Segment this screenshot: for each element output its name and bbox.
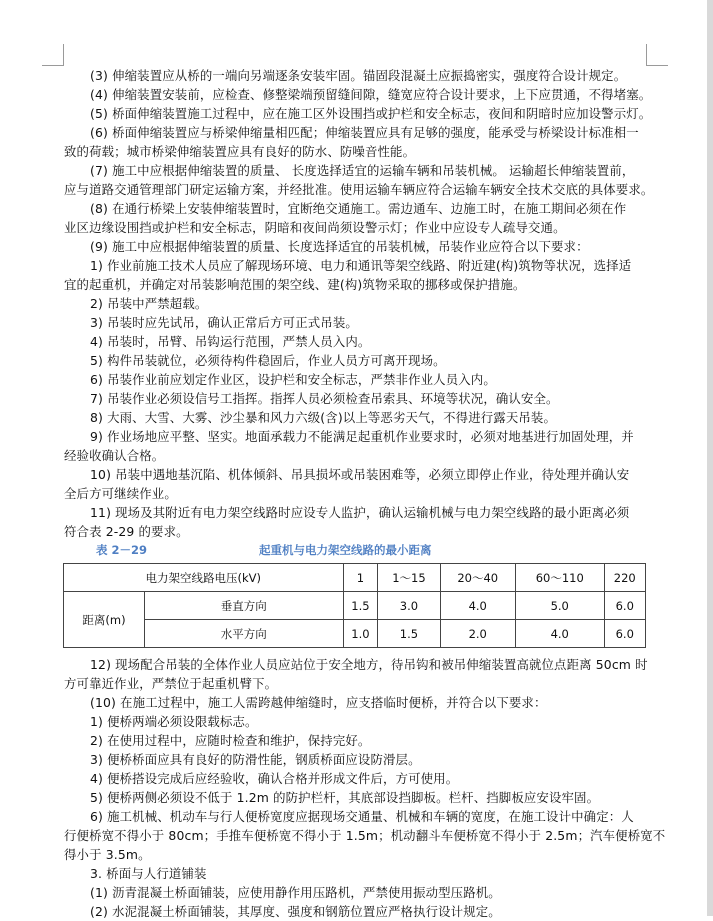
table-number: 表 2－29 <box>96 543 148 557</box>
paragraph-line: 12) 现场配合吊装的全体作业人员应站位于安全地方，待吊钩和被吊伸缩装置高就位点距离 50cm 时 <box>90 657 648 672</box>
paragraph-line: 行便桥宽不得小于 80cm；手推车便桥宽不得小于 1.5m；机动翻斗车便桥宽不得小于 2.5m；汽车便桥宽不 <box>64 828 666 843</box>
distance-cell: 3.0 <box>378 592 440 620</box>
paragraph-line: 宜的起重机，并确定对吊装影响范围的架空线、建(构)筑物采取的挪移或保护措施。 <box>64 277 526 292</box>
paragraph-line: 9) 作业场地应平整、坚实。地面承载力不能满足起重机作业要求时，必须对地基进行加固处理，并 <box>90 429 634 444</box>
paragraph-line: 1) 便桥两端必须设限载标志。 <box>90 714 258 729</box>
paragraph-line: (7) 施工中应根据伸缩装置的质量、 长度选择适宜的运输车辆和吊装机械。 运输超长伸缩装置前， <box>90 163 635 178</box>
paragraph-line: (10) 在施工过程中，施工人需跨越伸缩缝时，应支搭临时便桥，并符合以下要求： <box>90 695 547 710</box>
paragraph-line: 应与道路交通管理部门研定运输方案，并经批准。使用运输车辆应符合运输车辆安全技术交底的具体要求。 <box>64 182 654 197</box>
voltage-cell: 1～15 <box>378 564 440 592</box>
table-row <box>64 620 646 648</box>
paragraph-line: 6) 吊装作业前应划定作业区，设护栏和安全标志，严禁非作业人员入内。 <box>90 372 496 387</box>
table-row <box>64 592 646 620</box>
paragraph-line: 5) 便桥两侧必须设不低于 1.2m 的防护栏杆，其底部设挡脚板。栏杆、挡脚板应安设牢固。 <box>90 790 600 805</box>
crop-mark-top-left <box>63 44 64 66</box>
distance-cell: 4.0 <box>515 620 604 648</box>
paragraph-line: 全后方可继续作业。 <box>64 486 177 501</box>
paragraph-line: (2) 水泥混凝土桥面铺装，其厚度、强度和钢筋位置应严格执行设计规定。 <box>90 904 501 919</box>
distance-cell: 2.0 <box>440 620 515 648</box>
crop-mark-top-left-h <box>42 65 64 66</box>
document-body-top <box>64 66 654 541</box>
voltage-cell: 1 <box>343 564 378 592</box>
crop-mark-top-right-h <box>646 65 668 66</box>
paragraph-line: 1) 作业前施工技术人员应了解现场环境、电力和通讯等架空线路、附近建(构)筑物等状况，选择适 <box>90 258 632 273</box>
paragraph-line: 2) 吊装中严禁超载。 <box>90 296 208 311</box>
paragraph-line: 业区边缘设围挡或护栏和安全标志，阴暗和夜间尚须设警示灯；作业中应设专人疏导交通。 <box>64 220 566 235</box>
table-row <box>64 564 646 592</box>
paragraph-line: 7) 吊装作业必须设信号工指挥。指挥人员必须检查吊索具、环境等状况，确认安全。 <box>90 391 559 406</box>
paragraph-line: 4) 便桥搭设完成后应经验收，确认合格并形成文件后，方可使用。 <box>90 771 459 786</box>
paragraph-line: 经验收确认合格。 <box>64 448 165 463</box>
table-title: 起重机与电力架空线路的最小距离 <box>259 543 432 557</box>
document-body-bottom <box>64 655 666 921</box>
paragraph-line: 方可靠近作业，严禁位于起重机臂下。 <box>64 676 278 691</box>
direction-label: 水平方向 <box>145 620 344 648</box>
paragraph-line: 6) 施工机械、机动车与行人便桥宽度应据现场交通量、机械和车辆的宽度，在施工设计中确定：人 <box>90 809 634 824</box>
distance-cell: 1.5 <box>343 592 378 620</box>
direction-label: 垂直方向 <box>145 592 344 620</box>
distance-cell: 4.0 <box>440 592 515 620</box>
paragraph-line: (9) 施工中应根据伸缩装置的质量、长度选择适宜的吊装机械，吊装作业应符合以下要求： <box>90 239 589 254</box>
voltage-header: 电力架空线路电压(kV) <box>64 564 344 592</box>
distance-cell: 6.0 <box>604 620 645 648</box>
voltage-cell: 60～110 <box>515 564 604 592</box>
paragraph-line: (3) 伸缩装置应从桥的一端向另端逐条安装牢固。锚固段混凝土应振捣密实，强度符合设计规定。 <box>90 68 627 83</box>
distance-table <box>63 563 646 648</box>
paragraph-line: 得小于 3.5m。 <box>64 847 151 862</box>
distance-cell: 1.0 <box>343 620 378 648</box>
distance-cell: 6.0 <box>604 592 645 620</box>
voltage-cell: 220 <box>604 564 645 592</box>
paragraph-line: (5) 桥面伸缩装置施工过程中，应在施工区外设围挡或护栏和安全标志，夜间和阴暗时应加设警示灯。 <box>90 106 652 121</box>
paragraph-line: (4) 伸缩装置安装前，应检查、修整梁端预留缝间隙，缝宽应符合设计要求，上下应贯通，不得堵塞。 <box>90 87 652 102</box>
voltage-cell: 20～40 <box>440 564 515 592</box>
distance-header: 距离(m) <box>64 592 145 648</box>
paragraph-line: 符合表 2-29 的要求。 <box>64 524 189 539</box>
paragraph-line: 致的荷载；城市桥梁伸缩装置应具有良好的防水、防噪音性能。 <box>64 144 416 159</box>
table-caption <box>96 542 646 560</box>
paragraph-line: 3) 便桥桥面应具有良好的防滑性能，钢质桥面应设防滑层。 <box>90 752 421 767</box>
paragraph-line: 8) 大雨、大雪、大雾、沙尘暴和风力六级(含)以上等恶劣天气，不得进行露天吊装。 <box>90 410 556 425</box>
paragraph-line: 3) 吊装时应先试吊，确认正常后方可正式吊装。 <box>90 315 358 330</box>
distance-cell: 1.5 <box>378 620 440 648</box>
paragraph-line: 2) 在使用过程中，应随时检查和维护，保持完好。 <box>90 733 371 748</box>
paragraph-line: 4) 吊装时，吊臂、吊钩运行范围，严禁人员入内。 <box>90 334 371 349</box>
paragraph-line: 11) 现场及其附近有电力架空线路时应设专人监护，确认运输机械与电力架空线路的最小距离必须 <box>90 505 630 520</box>
paragraph-line: 5) 构件吊装就位，必须待构件稳固后，作业人员方可离开现场。 <box>90 353 446 368</box>
distance-cell: 5.0 <box>515 592 604 620</box>
section-heading: 3. 桥面与人行道铺装 <box>90 866 207 881</box>
paragraph-line: (6) 桥面伸缩装置应与桥梁伸缩量相匹配；伸缩装置应具有足够的强度，能承受与桥梁设计标准相一 <box>90 125 639 140</box>
paragraph-line: 10) 吊装中遇地基沉陷、机体倾斜、吊具损坏或吊装困难等，必须立即停止作业，待处理并确认安 <box>90 467 630 482</box>
page-right-edge <box>707 0 713 916</box>
paragraph-line: (8) 在通行桥梁上安装伸缩装置时，宜断绝交通施工。需边通车、边施工时，在施工期间必须在作 <box>90 201 627 216</box>
paragraph-line: (1) 沥青混凝土桥面铺装，应使用静作用压路机，严禁使用振动型压路机。 <box>90 885 501 900</box>
crop-mark-top-right <box>646 44 647 66</box>
